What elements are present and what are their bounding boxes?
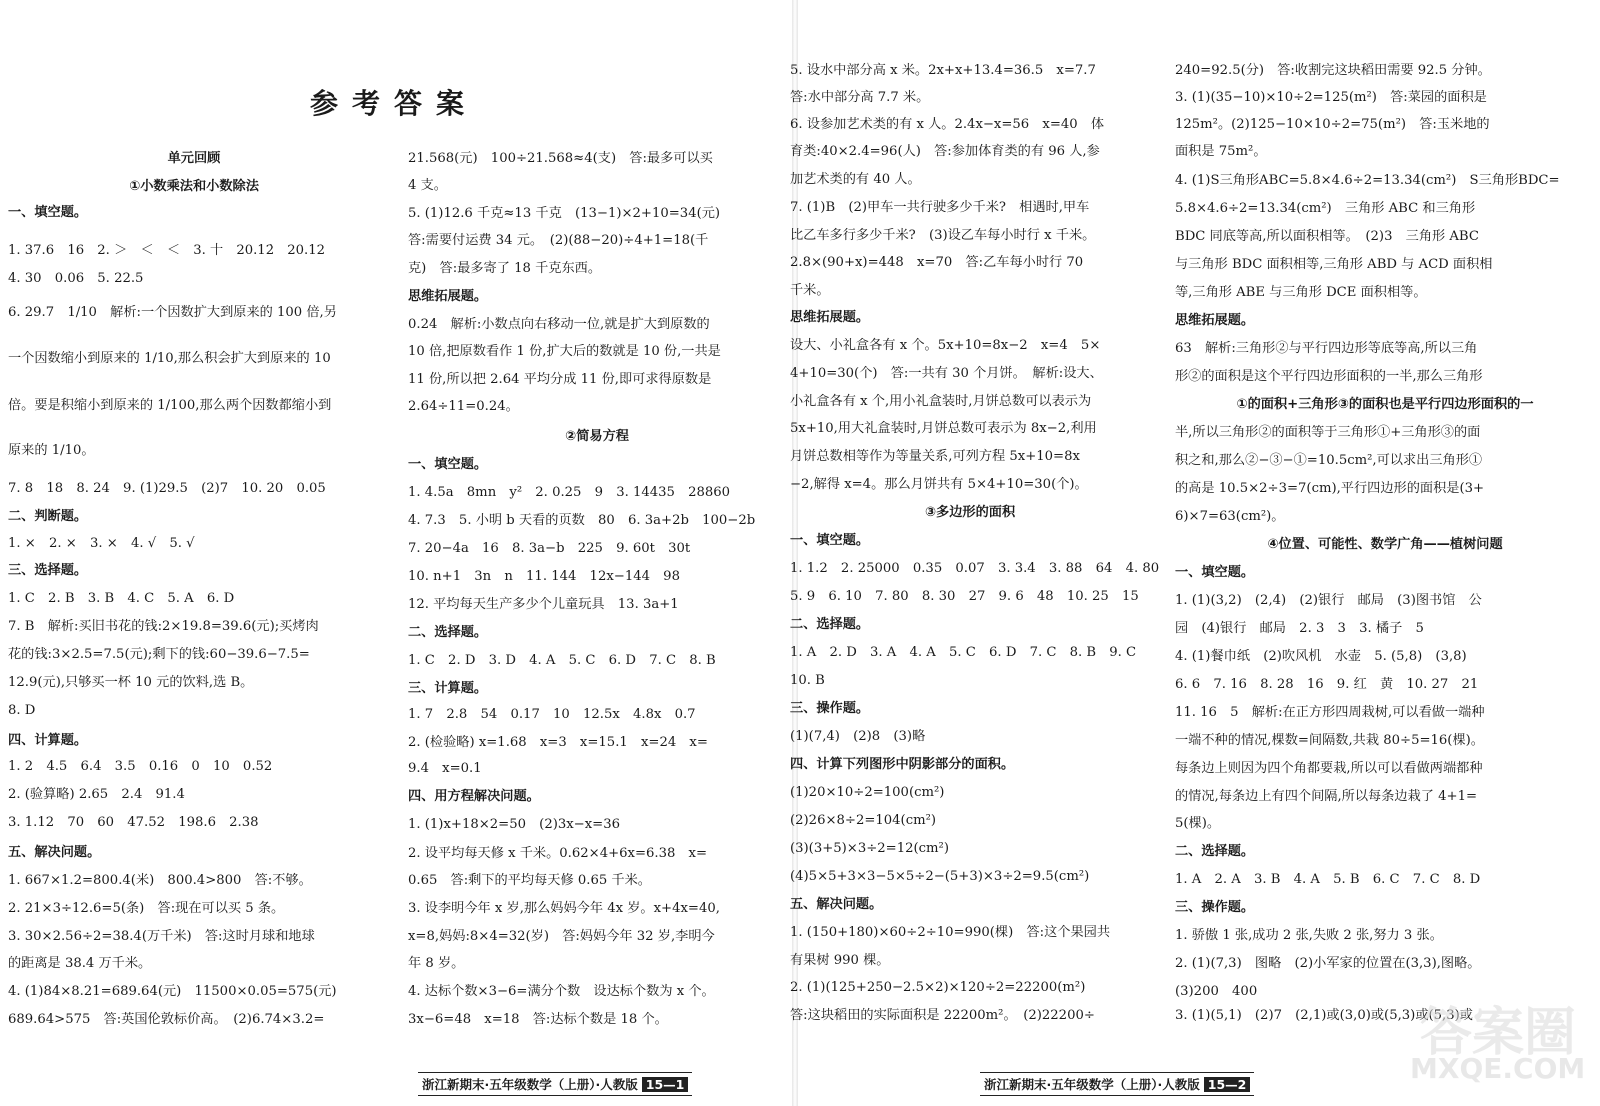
answer-line: 3. 30×2.56÷2=38.4(万千米) 答:这时月球和地球 <box>8 929 315 944</box>
answer-line: −2,解得 x=4。那么月饼共有 5×4+10=30(个)。 <box>790 477 1088 492</box>
answer-line: 答:这块稻田的实际面积是 22200m²。 (2)22200÷ <box>790 1008 1095 1023</box>
answer-line: 7. B 解析:买旧书花的钱:2×19.8=39.6(元);买烤肉 <box>8 619 319 634</box>
answer-line: 有果树 990 棵。 <box>790 953 890 968</box>
section-heading: 思维拓展题。 <box>408 289 488 304</box>
footer-left-text: 浙江新期末·五年级数学（上册）·人教版 <box>422 1077 638 1092</box>
answer-line: 6)×7=63(cm²)。 <box>1175 509 1285 524</box>
answer-line: 克) 答:最多寄了 18 千克东西。 <box>408 261 602 276</box>
answer-line: 10. B <box>790 673 825 688</box>
answer-line: 设大、小礼盒各有 x 个。5x+10=8x−2 x=4 5× <box>790 338 1101 353</box>
answer-line: 答:水中部分高 7.7 米。 <box>790 90 930 105</box>
footer-right-text: 浙江新期末·五年级数学（上册）·人教版 <box>984 1077 1200 1092</box>
section-heading: ④位置、可能性、数学广角——植树问题 <box>1267 537 1503 552</box>
answer-line: (3)(3+5)×3÷2=12(cm²) <box>790 841 949 856</box>
section-heading: 三、选择题。 <box>8 563 88 578</box>
answer-line: 2. (1)(7,3) 图略 (2)小军家的位置在(3,3),图略。 <box>1175 956 1481 971</box>
answer-line: 5. (1)12.6 千克≈13 千克 (13−1)×2+10=34(元) <box>408 206 721 221</box>
answer-line: 2. 设平均每天修 x 千米。0.62×4+6x=6.38 x= <box>408 846 708 861</box>
section-heading: 二、判断题。 <box>8 509 88 524</box>
section-heading: ③多边形的面积 <box>924 505 1016 520</box>
section-heading: 二、选择题。 <box>1175 844 1255 859</box>
section-heading: 一、填空题。 <box>408 457 488 472</box>
answer-line: 1. 4.5a 8mn y² 2. 0.25 9 3. 14435 28860 <box>408 485 731 500</box>
answer-line: 11. 16 5 解析:在正方形四周栽树,可以看做一端种 <box>1175 705 1485 720</box>
answer-line: 689.64>575 答:英国伦敦标价高。 (2)6.74×3.2= <box>8 1012 325 1027</box>
answer-line: 年 8 岁。 <box>408 956 465 971</box>
section-heading: 三、操作题。 <box>1175 900 1255 915</box>
answer-line: 4. 达标个数×3−6=满分个数 设达标个数为 x 个。 <box>408 984 715 999</box>
answer-line: 花的钱:3×2.5=7.5(元);剩下的钱:60−39.6−7.5= <box>8 647 310 662</box>
answer-line: 1. 2 4.5 6.4 3.5 0.16 0 10 0.52 <box>8 759 273 774</box>
answer-line: 倍。要是积缩小到原来的 1/100,那么两个因数都缩小到 <box>8 398 332 413</box>
footer-left-page: 15—1 <box>642 1077 689 1092</box>
section-heading: 单元回顾 <box>167 151 221 166</box>
section-heading: 三、计算题。 <box>408 681 488 696</box>
answer-line: 原来的 1/10。 <box>8 443 95 458</box>
answer-line: 半,所以三角形②的面积等于三角形①+三角形③的面 <box>1175 425 1481 440</box>
answer-line: 6. 29.7 1/10 解析:一个因数扩大到原来的 100 倍,另 <box>8 305 337 320</box>
answer-line: 加艺术类的有 40 人。 <box>790 172 921 187</box>
section-heading: 三、操作题。 <box>790 701 870 716</box>
right-page <box>790 0 1600 1106</box>
answer-line: 63 解析:三角形②与平行四边形等底等高,所以三角 <box>1175 341 1478 356</box>
answer-line: 面积是 75m²。 <box>1175 144 1267 159</box>
answer-line: 6. 设参加艺术类的有 x 人。2.4x−x=56 x=40 体 <box>790 117 1105 132</box>
answer-line: 的情况,每条边上有四个间隔,所以每条边栽了 4+1= <box>1175 789 1478 804</box>
answer-line: 育类:40×2.4=96(人) 答:参加体育类的有 96 人,参 <box>790 144 1100 159</box>
answer-line: 4. (1)餐巾纸 (2)吹风机 水壶 5. (5,8) (3,8) <box>1175 649 1467 664</box>
answer-line: 12.9(元),只够买一杯 10 元的饮料,选 B。 <box>8 675 254 690</box>
answer-line: 4. (1)84×8.21=689.64(元) 11500×0.05=575(元) <box>8 984 337 999</box>
answer-line: 4. 30 0.06 5. 22.5 <box>8 271 144 286</box>
answer-line: 园 (4)银行 邮局 2. 3 3 3. 橘子 5 <box>1175 621 1424 636</box>
answer-line: 1. 骄傲 1 张,成功 2 张,失败 2 张,努力 3 张。 <box>1175 928 1443 943</box>
answer-line: BDC 同底等高,所以面积相等。 (2)3 三角形 ABC <box>1175 229 1479 244</box>
section-heading: ①的面积+三角形③的面积也是平行四边形面积的一 <box>1236 397 1534 412</box>
section-heading: 一、填空题。 <box>1175 565 1255 580</box>
answer-line: 3. (1)(35−10)×10÷2=125(m²) 答:菜园的面积是 <box>1175 90 1487 105</box>
watermark-logo <box>1380 990 1590 1090</box>
answer-line: 10. n+1 3n n 11. 144 12x−144 98 <box>408 569 680 584</box>
section-heading: ②简易方程 <box>565 429 629 444</box>
answer-line: 11 份,所以把 2.64 平均分成 11 份,即可求得原数是 <box>408 372 712 387</box>
footer-right <box>980 1072 1254 1096</box>
answer-line: 一个因数缩小到原来的 1/10,那么积会扩大到原来的 10 <box>8 351 331 366</box>
answer-line: 1. (1)(3,2) (2,4) (2)银行 邮局 (3)图书馆 公 <box>1175 593 1482 608</box>
section-heading: 思维拓展题。 <box>790 310 870 325</box>
answer-line: 7. 8 18 8. 24 9. (1)29.5 (2)7 10. 20 0.05 <box>8 481 326 496</box>
answer-line: 答:需要付运费 34 元。 (2)(88−20)÷4+1=18(千 <box>408 233 709 248</box>
answer-line: 8. D <box>8 703 36 718</box>
answer-line: 1. A 2. D 3. A 4. A 5. C 6. D 7. C 8. B 9. C <box>790 645 1137 660</box>
answer-line: 1. (150+180)×60÷2÷10=990(棵) 答:这个果园共 <box>790 925 1111 940</box>
answer-line: 1. 37.6 16 2. ＞ ＜ ＜ 3. 十 20.12̇ 20.12 <box>8 243 326 258</box>
watermark-text: 答案圈 <box>1420 1003 1577 1063</box>
answer-line: 1. 1.2 2. 25000 0.35 0.07 3. 3.4 3. 88 64 4. 80 <box>790 561 1160 576</box>
answer-line: 1. × 2. × 3. × 4. √ 5. √ <box>8 536 195 551</box>
answer-line: 4 支。 <box>408 178 447 193</box>
answer-line: x=8,妈妈:8×4=32(岁) 答:妈妈今年 32 岁,李明今 <box>408 929 715 944</box>
left-page <box>0 0 790 1106</box>
answer-line: (1)(7,4) (2)8 (3)略 <box>790 729 926 744</box>
answer-line: 0.65 答:剩下的平均每天修 0.65 千米。 <box>408 873 651 888</box>
answer-line: 1. C 2. B 3. B 4. C 5. A 6. D <box>8 591 235 606</box>
answer-line: 1. 7 2.8 54 0.17 10 12.5x 4.8x 0.7 <box>408 707 696 722</box>
answer-line: 5(棵)。 <box>1175 816 1221 831</box>
answer-line: 2. (检验略) x=1.68 x=3 x=15.1 x=24 x= <box>408 735 708 750</box>
answer-line: 月饼总数相等作为等量关系,可列方程 5x+10=8x <box>790 449 1080 464</box>
answer-line: 12. 平均每天生产多少个儿童玩具 13. 3a+1 <box>408 597 679 612</box>
answer-line: 240=92.5(分) 答:收割完这块稻田需要 92.5 分钟。 <box>1175 63 1491 78</box>
answer-line: 5x+10,用大礼盒装时,月饼总数可表示为 8x−2,利用 <box>790 421 1097 436</box>
answer-line: 3. (1)(5,1) (2)7 (2,1)或(3,0)或(5,3)或(5,3)或 <box>1175 1008 1473 1023</box>
answer-line: 9.4 x=0.1 <box>408 761 482 776</box>
answer-line: 10 倍,把原数看作 1 份,扩大后的数就是 10 份,一共是 <box>408 344 721 359</box>
section-heading: 一、填空题。 <box>8 205 88 220</box>
answer-line: 7. 20−4a 16 8. 3a−b 225 9. 60t 30t <box>408 541 691 556</box>
answer-line: 积之和,那么②−③−①=10.5cm²,可以求出三角形① <box>1175 453 1483 468</box>
section-heading: 思维拓展题。 <box>1175 313 1255 328</box>
answer-line: 3. 1.12 70 60 47.52 198.6 2.38 <box>8 815 259 830</box>
answer-line: 2.64÷11=0.24。 <box>408 399 519 414</box>
answer-line: 5.8×4.6÷2=13.34(cm²) 三角形 ABC 和三角形 <box>1175 201 1476 216</box>
answer-line: 每条边上则因为四个角都要栽,所以可以看做两端都种 <box>1175 761 1483 776</box>
answer-line: 形②的面积是这个平行四边形面积的一半,那么三角形 <box>1175 369 1483 384</box>
answer-line: 1. 667×1.2=800.4(米) 800.4>800 答:不够。 <box>8 873 312 888</box>
section-heading: 五、解决问题。 <box>8 845 101 860</box>
answer-line: 比乙车多行多少千米? (3)设乙车每小时行 x 千米。 <box>790 228 1096 243</box>
answer-line: 5. 设水中部分高 x 米。2x+x+13.4=36.5 x=7.7 <box>790 63 1096 78</box>
answer-line: 等,三角形 ABE 与三角形 DCE 面积相等。 <box>1175 285 1427 300</box>
answer-line: 4. (1)S三角形ABC=5.8×4.6÷2=13.34(cm²) S三角形BDC= <box>1175 173 1560 188</box>
answer-line: 3. 设李明今年 x 岁,那么妈妈今年 4x 岁。x+4x=40, <box>408 901 720 916</box>
answer-line: 2. (1)(125+250−2.5×2)×120÷2=22200(m²) <box>790 980 1086 995</box>
section-heading: ①小数乘法和小数除法 <box>129 179 259 194</box>
answer-line: 7. (1)B (2)甲车一共行驶多少千米? 相遇时,甲车 <box>790 200 1090 215</box>
answer-line: 2. 21×3÷12.6=5(条) 答:现在可以买 5 条。 <box>8 901 285 916</box>
answer-line: 的距离是 38.4 万千米。 <box>8 956 152 971</box>
answer-line: 的高是 10.5×2÷3=7(cm),平行四边形的面积是(3+ <box>1175 481 1485 496</box>
answer-line: 5. 9 6. 10 7. 80 8. 30 27 9. 6 48 10. 25 15 <box>790 589 1139 604</box>
section-heading: 四、用方程解决问题。 <box>408 789 540 804</box>
section-heading: 四、计算下列图形中阴影部分的面积。 <box>790 757 1015 772</box>
answer-line: 1. (1)x+18×2=50 (2)3x−x=36 <box>408 817 621 832</box>
answer-line: 千米。 <box>790 283 830 298</box>
answer-line: 2.8×(90+x)=448 x=70 答:乙车每小时行 70 <box>790 255 1084 270</box>
answer-line: 0.24 解析:小数点向右移动一位,就是扩大到原数的 <box>408 317 710 332</box>
answer-line: 小礼盒各有 x 个,用小礼盒装时,月饼总数可以表示为 <box>790 394 1092 409</box>
footer-left <box>418 1072 692 1096</box>
answer-line: 2. (验算略) 2.65 2.4 91.4 <box>8 787 185 802</box>
answer-line: 6. 6 7. 16 8. 28 16 9. 红 黄 10. 27 21 <box>1175 677 1479 692</box>
answer-line: 与三角形 BDC 面积相等,三角形 ABD 与 ACD 面积相 <box>1175 257 1493 272</box>
answer-line: 1. C 2. D 3. D 4. A 5. C 6. D 7. C 8. B <box>408 653 716 668</box>
answer-line: (1)20×10÷2=100(cm²) <box>790 785 945 800</box>
section-heading: 二、选择题。 <box>408 625 488 640</box>
answer-line: 一端不种的情况,棵数=间隔数,共栽 80÷5=16(棵)。 <box>1175 733 1484 748</box>
section-heading: 一、填空题。 <box>790 533 870 548</box>
answer-line: (4)5×5+3×3−5×5÷2−(5+3)×3÷2=9.5(cm²) <box>790 869 1090 884</box>
answer-line: 1. A 2. A 3. B 4. A 5. B 6. C 7. C 8. D <box>1175 872 1481 887</box>
answer-line: 4+10=30(个) 答:一共有 30 个月饼。 解析:设大、 <box>790 366 1103 381</box>
footer-right-page: 15—2 <box>1204 1077 1251 1092</box>
answer-line: (3)200 400 <box>1175 984 1258 999</box>
answer-line: 3x−6=48 x=18 答:达标个数是 18 个。 <box>408 1012 668 1027</box>
section-heading: 五、解决问题。 <box>790 897 883 912</box>
answer-line: (2)26×8÷2=104(cm²) <box>790 813 937 828</box>
answer-line: 125m²。(2)125−10×10÷2=75(m²) 答:玉米地的 <box>1175 117 1490 132</box>
answer-line: 4. 7.3 5. 小明 b 天看的页数 80 6. 3a+2b 100−2b <box>408 513 756 528</box>
section-heading: 四、计算题。 <box>8 733 88 748</box>
page-title: 参考答案 <box>310 87 479 120</box>
watermark-site: MXQE.COM <box>1410 1052 1586 1085</box>
section-heading: 二、选择题。 <box>790 617 870 632</box>
answer-line: 21.568(元) 100÷21.568≈4(支) 答:最多可以买 <box>408 151 713 166</box>
